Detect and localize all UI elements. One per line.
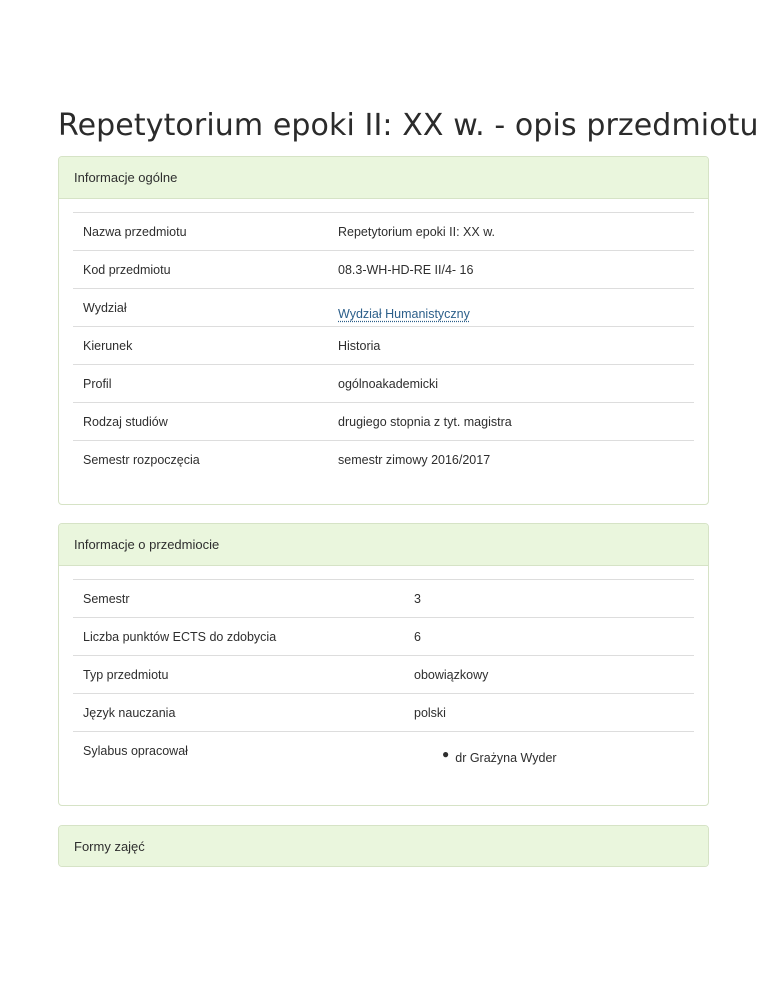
row-value: 08.3-WH-HD-RE II/4- 16 <box>328 251 694 289</box>
row-value: 6 <box>404 618 694 656</box>
row-label: Nazwa przedmiotu <box>73 213 328 251</box>
forms-heading: Formy zajęć <box>59 826 708 866</box>
author-name: dr Grażyna Wyder <box>455 750 557 765</box>
table-row <box>73 656 694 694</box>
row-label: Liczba punktów ECTS do zdobycia <box>73 618 404 656</box>
row-label: Kod przedmiotu <box>73 251 328 289</box>
table-row <box>73 251 694 289</box>
table-row <box>73 327 694 365</box>
author-list-item <box>442 746 557 765</box>
table-row <box>73 403 694 441</box>
forms-panel <box>58 825 709 867</box>
row-label: Wydział <box>73 289 328 327</box>
table-row <box>73 289 694 327</box>
bullet-icon: ● <box>442 746 450 761</box>
row-label: Semestr rozpoczęcia <box>73 441 328 479</box>
row-label: Kierunek <box>73 327 328 365</box>
table-row <box>73 441 694 479</box>
row-label: Sylabus opracował <box>73 732 404 770</box>
table-row <box>73 365 694 403</box>
row-value: polski <box>404 694 694 732</box>
table-row <box>73 213 694 251</box>
row-value <box>328 289 694 327</box>
row-value: obowiązkowy <box>404 656 694 694</box>
row-label: Rodzaj studiów <box>73 403 328 441</box>
row-label: Język nauczania <box>73 694 404 732</box>
faculty-link[interactable]: Wydział Humanistyczny <box>338 306 470 321</box>
subject-info-table <box>73 579 694 769</box>
row-label: Semestr <box>73 580 404 618</box>
row-value: ogólnoakademicki <box>328 365 694 403</box>
row-value: Historia <box>328 327 694 365</box>
page-title: Repetytorium epoki II: XX w. - opis przedmiotu <box>58 108 759 143</box>
subject-info-heading: Informacje o przedmiocie <box>59 524 708 566</box>
row-label: Profil <box>73 365 328 403</box>
table-row <box>73 618 694 656</box>
general-info-heading: Informacje ogólne <box>59 157 708 199</box>
general-info-panel <box>58 156 709 505</box>
row-value: Repetytorium epoki II: XX w. <box>328 213 694 251</box>
row-value: 3 <box>404 580 694 618</box>
row-value: drugiego stopnia z tyt. magistra <box>328 403 694 441</box>
table-row <box>73 732 694 770</box>
row-value: semestr zimowy 2016/2017 <box>328 441 694 479</box>
general-info-table <box>73 212 694 478</box>
table-row <box>73 580 694 618</box>
row-value <box>404 732 694 770</box>
table-row <box>73 694 694 732</box>
row-label: Typ przedmiotu <box>73 656 404 694</box>
subject-info-panel <box>58 523 709 806</box>
